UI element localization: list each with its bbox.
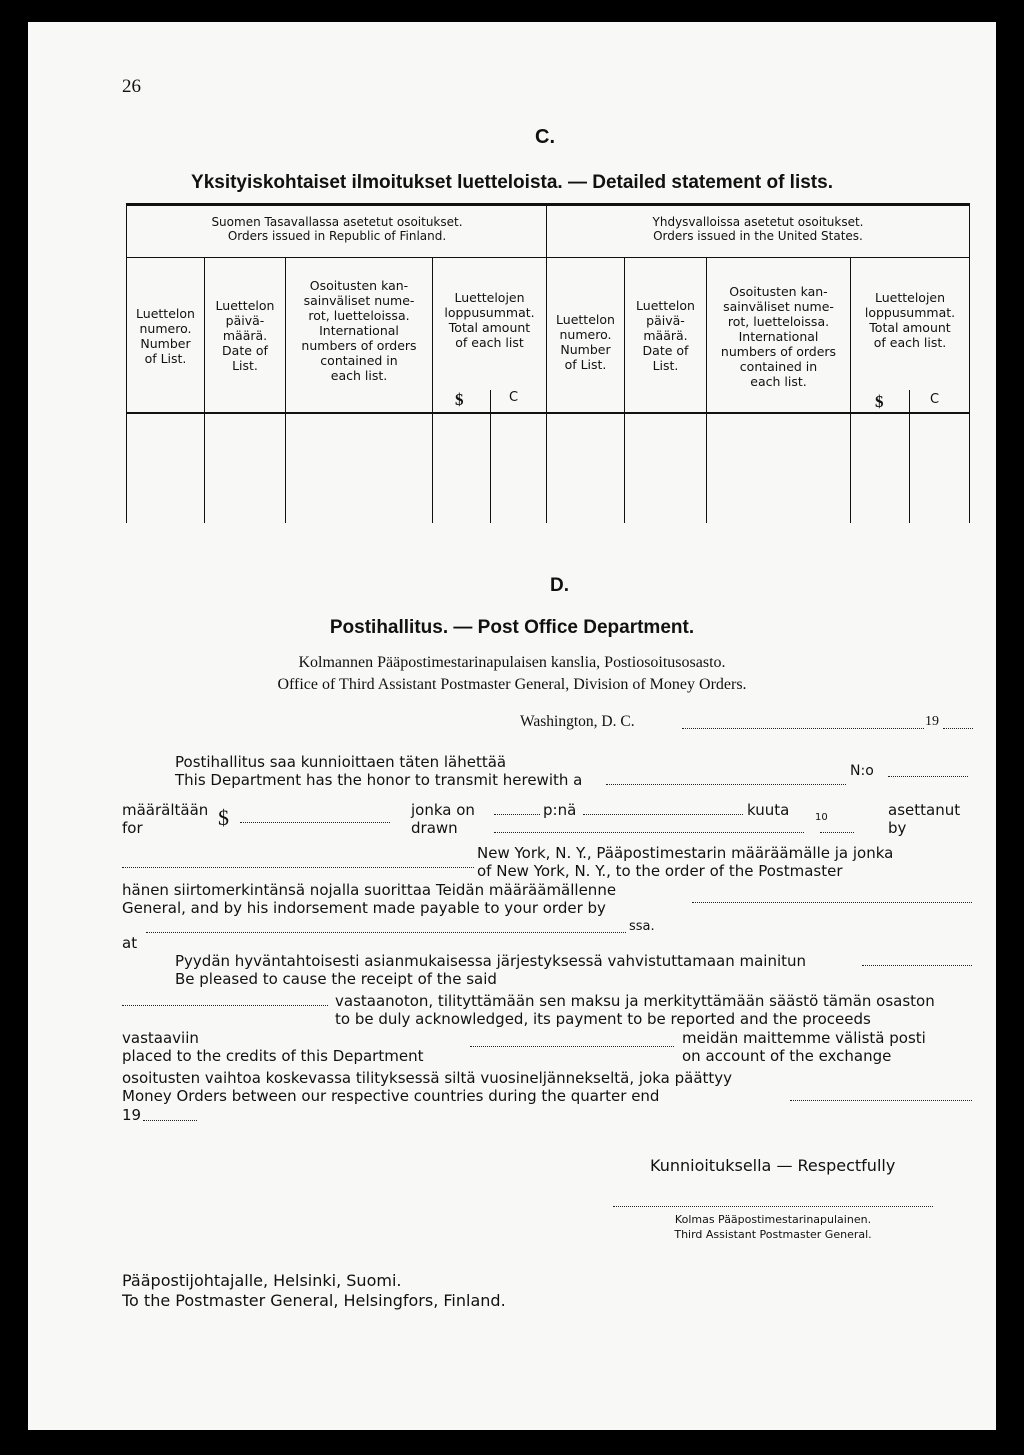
endorse-blank[interactable] xyxy=(692,902,972,903)
newyork-en: of New York, N. Y., to the order of the Postmaster xyxy=(477,862,843,880)
section-d-letter: D. xyxy=(550,575,569,596)
para4-fi: osoitusten vaihtoa koskevassa tilityksessä siltä vuosineljännekseltä, joka päättyy xyxy=(122,1069,733,1087)
cent-sign: C xyxy=(930,392,940,407)
section-c-title: Yksityiskohtaiset ilmoitukset luetteloista. — Detailed statement of lists. xyxy=(191,172,833,193)
date-blank[interactable] xyxy=(682,728,924,729)
dollar-sign: $ xyxy=(455,390,464,409)
drawn-blank[interactable] xyxy=(494,832,804,833)
table-top-rule xyxy=(126,203,970,206)
jonka-on-label: jonka on xyxy=(411,801,475,819)
group-rule xyxy=(126,257,970,258)
para3a-en: placed to the credits of this Department xyxy=(122,1047,424,1065)
amount-en: for xyxy=(122,819,143,837)
para1-blank[interactable] xyxy=(862,965,972,966)
section-d-subtitle-en: Office of Third Assistant Postmaster General, Division of Money Orders. xyxy=(277,676,747,693)
year-label: 19 xyxy=(925,714,939,729)
para3-blank[interactable] xyxy=(470,1046,674,1047)
quarter-blank[interactable] xyxy=(790,1100,972,1101)
col-intl-header: Osoitusten kan- sainväliset nume- rot, luetteloissa. International numbers of orders contained in each list. xyxy=(720,284,837,389)
signature-title: Kolmas Pääpostimestarinapulainen. Third Assistant Postmaster General. xyxy=(674,1213,872,1241)
place-label: Washington, D. C. xyxy=(520,713,635,730)
address-fi: Pääpostijohtajalle, Helsinki, Suomi. xyxy=(122,1271,402,1290)
para3b-fi: meidän maittemme välistä posti xyxy=(682,1029,926,1047)
left-group-header: Suomen Tasavallassa asetetut osoitukset. Orders issued in Republic of Finland. xyxy=(211,215,463,243)
cent-sign: C xyxy=(509,390,519,405)
at-blank[interactable] xyxy=(146,932,626,933)
table-right-rule xyxy=(969,203,970,523)
para5-blank[interactable] xyxy=(143,1120,197,1121)
para4-en: Money Orders between our respective countries during the quarter end xyxy=(122,1087,660,1105)
para1-fi: Pyydän hyväntahtoisesti asianmukaisessa järjestyksessä vahvistuttamaan mainitun xyxy=(175,952,807,970)
col-sep xyxy=(490,390,491,523)
col-number-header: Luettelon numero. Number of List. xyxy=(556,312,615,372)
line1-en: This Department has the honor to transmit herewith a xyxy=(175,771,583,789)
section-d-title: Postihallitus. — Post Office Department. xyxy=(329,617,695,638)
pna-label: p:nä xyxy=(543,801,577,819)
amount-blank[interactable] xyxy=(240,822,390,823)
col-number-header: Luettelon numero. Number of List. xyxy=(136,306,195,366)
order-blank[interactable] xyxy=(606,784,846,785)
signature-line[interactable] xyxy=(613,1206,933,1207)
drawn-label: drawn xyxy=(411,819,458,837)
col-date-header: Luettelon päivä- määrä. Date of List. xyxy=(636,298,695,373)
col-date-header: Luettelon päivä- määrä. Date of List. xyxy=(215,298,275,373)
right-group-header: Yhdysvalloissa asetetut osoitukset. Orders issued in the United States. xyxy=(652,215,864,243)
para5-year: 19 xyxy=(122,1106,142,1124)
page-number: 26 xyxy=(122,76,141,97)
col-sep xyxy=(909,390,910,523)
by-label: by xyxy=(888,819,907,837)
col-total-header: Luettelojen loppusummat. Total amount of each list xyxy=(444,290,535,350)
document-page xyxy=(28,22,996,1430)
header-bottom-rule xyxy=(126,412,970,414)
month-blank[interactable] xyxy=(583,814,743,815)
number-blank[interactable] xyxy=(888,776,968,777)
ssa-label: ssa. xyxy=(629,919,655,934)
day-blank[interactable] xyxy=(494,814,540,815)
section-d-subtitle-fi: Kolmannen Pääpostimestarinapulaisen kanslia, Postiosoitusosasto. xyxy=(298,654,726,671)
asettanut-label: asettanut xyxy=(888,801,961,819)
endorse-fi: hänen siirtomerkintänsä nojalla suorittaa Teidän määräämällenne xyxy=(122,881,617,899)
col-intl-header: Osoitusten kan- sainväliset nume- rot, luetteloissa. International numbers of orders contained in each list. xyxy=(301,278,417,383)
closing: Kunnioituksella — Respectfully xyxy=(650,1156,896,1175)
ten-label: 10 xyxy=(815,812,828,823)
section-c-letter: C. xyxy=(535,126,555,148)
amount-fi: määrältään xyxy=(122,801,209,819)
no-label: N:o xyxy=(850,763,874,779)
year-blank[interactable] xyxy=(943,728,973,729)
at-label: at xyxy=(122,934,138,952)
para3b-en: on account of the exchange xyxy=(682,1047,892,1065)
kuuta-label: kuuta xyxy=(747,801,790,819)
dollar-sign: $ xyxy=(875,392,884,411)
endorse-en: General, and by his indorsement made payable to your order by xyxy=(122,899,606,917)
address-en: To the Postmaster General, Helsingfors, Finland. xyxy=(122,1291,506,1310)
para2-fi: vastaanoton, tilityttämään sen maksu ja merkityttämään säästö tämän osaston xyxy=(335,992,935,1010)
dollar-sign: $ xyxy=(218,805,229,830)
payee-blank[interactable] xyxy=(122,867,474,868)
para3a-fi: vastaaviin xyxy=(122,1029,199,1047)
year-blank-2[interactable] xyxy=(820,832,854,833)
para1-en: Be pleased to cause the receipt of the said xyxy=(175,970,497,988)
line1-fi: Postihallitus saa kunnioittaen täten lähettää xyxy=(175,753,507,771)
col-total-header: Luettelojen loppusummat. Total amount of each list. xyxy=(864,290,956,350)
para2-blank[interactable] xyxy=(122,1005,328,1006)
para2-en: to be duly acknowledged, its payment to be reported and the proceeds xyxy=(335,1010,871,1028)
newyork-fi: New York, N. Y., Pääpostimestarin määräämälle ja jonka xyxy=(477,844,894,862)
